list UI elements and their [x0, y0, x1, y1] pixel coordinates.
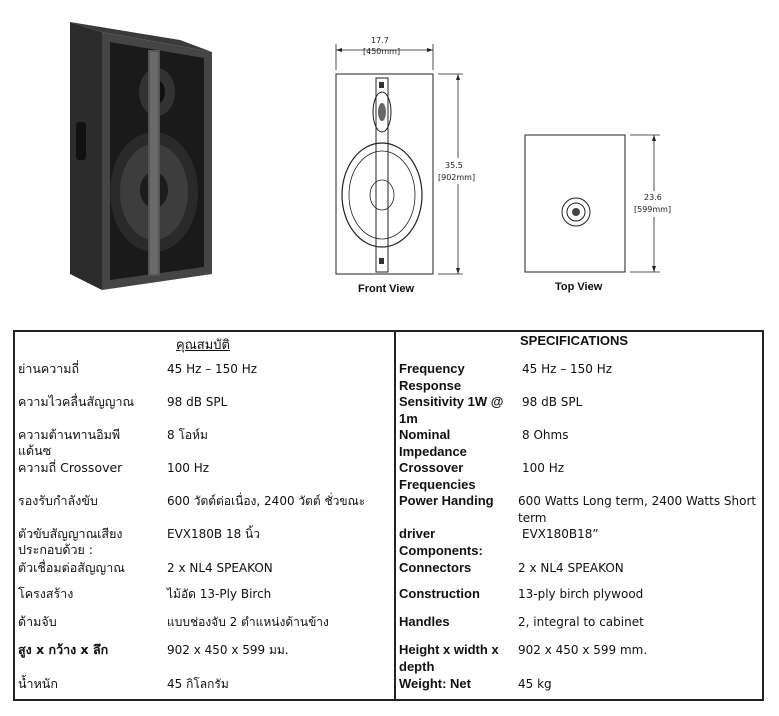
thai-value-power: 600 วัตต์ต่อเนื่อง, 2400 วัตต์ ชั่วขณะ: [167, 494, 366, 508]
en-value-power: 600 Watts Long term, 2400 Watts Short term: [518, 494, 757, 525]
front-view-label: Front View: [358, 283, 415, 295]
height-inch-label: 35.5: [445, 161, 463, 170]
thai-label-handles: ด้ามจับ: [18, 614, 57, 629]
en-label-frequency: Frequency Response: [399, 361, 465, 393]
thai-value-dimensions: 902 x 450 x 599 มม.: [167, 643, 289, 657]
en-value-construction: 13-ply birch plywood: [518, 587, 644, 601]
thai-label-power: รองรับกำลังขับ: [18, 493, 98, 508]
width-mm-label: [450mm]: [363, 47, 401, 56]
en-label-handles: Handles: [399, 614, 450, 629]
thai-label-construction: โครงสร้าง: [18, 586, 74, 601]
en-value-dimensions: 902 x 450 x 599 mm.: [518, 643, 648, 657]
top-view-label: Top View: [555, 281, 603, 293]
thai-value-driver: EVX180B 18 นิ้ว: [167, 527, 260, 541]
en-label-construction: Construction: [399, 586, 480, 601]
thai-value-construction: ไม้อัด 13-Ply Birch: [167, 587, 272, 601]
width-inch-label: 17.7: [371, 36, 389, 45]
top-view-drawing: [520, 115, 670, 295]
thai-value-weight: 45 กิโลกรัม: [167, 677, 229, 691]
thai-label-crossover: ความถี่ Crossover: [18, 460, 123, 475]
en-label-weight: Weight: Net: [399, 676, 471, 691]
en-value-crossover: 100 Hz: [522, 461, 565, 475]
depth-inch-label: 23.6: [644, 193, 662, 202]
thai-value-crossover: 100 Hz: [167, 461, 210, 475]
english-header: SPECIFICATIONS: [520, 333, 629, 348]
en-value-connectors: 2 x NL4 SPEAKON: [518, 561, 624, 575]
en-label-power: Power Handing: [399, 493, 494, 508]
thai-label-driver: ตัวขับสัญญาณเสียงประกอบด้วย :: [18, 526, 123, 557]
thai-header: คุณสมบัติ: [176, 338, 230, 353]
table-divider: [394, 330, 396, 701]
thai-label-frequency: ย่านความถี่: [18, 361, 80, 376]
depth-mm-label: [599mm]: [634, 205, 672, 214]
en-label-sensitivity: Sensitivity 1W @ 1m: [399, 394, 504, 426]
thai-label-weight: น้ำหนัก: [18, 676, 58, 691]
thai-value-frequency: 45 Hz – 150 Hz: [167, 362, 258, 376]
thai-label-dimensions: สูง x กว้าง x ลึก: [18, 642, 109, 657]
en-value-driver: EVX180B18”: [522, 527, 599, 541]
thai-label-impedance: ความต้านทานอิมพีแด้นซ: [18, 427, 121, 458]
en-value-weight: 45 kg: [518, 677, 552, 691]
thai-value-connectors: 2 x NL4 SPEAKON: [167, 561, 273, 575]
speaker-photo: [62, 12, 222, 292]
thai-label-connectors: ตัวเชื่อมต่อสัญญาณ: [18, 560, 125, 575]
en-value-frequency: 45 Hz – 150 Hz: [522, 362, 613, 376]
en-value-impedance: 8 Ohms: [522, 428, 569, 442]
en-value-handles: 2, integral to cabinet: [518, 615, 644, 629]
thai-value-impedance: 8 โอห์ม: [167, 428, 208, 442]
en-label-connectors: Connectors: [399, 560, 472, 575]
en-label-driver: driver Components:: [399, 526, 483, 558]
thai-value-sensitivity: 98 dB SPL: [167, 395, 228, 409]
front-view-drawing: [318, 30, 476, 300]
height-mm-label: [902mm]: [438, 173, 476, 182]
thai-value-handles: แบบช่องจับ 2 ตำแหน่งด้านข้าง: [167, 615, 329, 629]
en-label-impedance: Nominal Impedance: [399, 427, 467, 459]
en-label-dimensions: Height x width x depth: [399, 642, 499, 674]
thai-label-sensitivity: ความไวคลื่นสัญญาณ: [18, 394, 135, 409]
en-label-crossover: Crossover Frequencies: [399, 460, 476, 492]
en-value-sensitivity: 98 dB SPL: [522, 395, 583, 409]
